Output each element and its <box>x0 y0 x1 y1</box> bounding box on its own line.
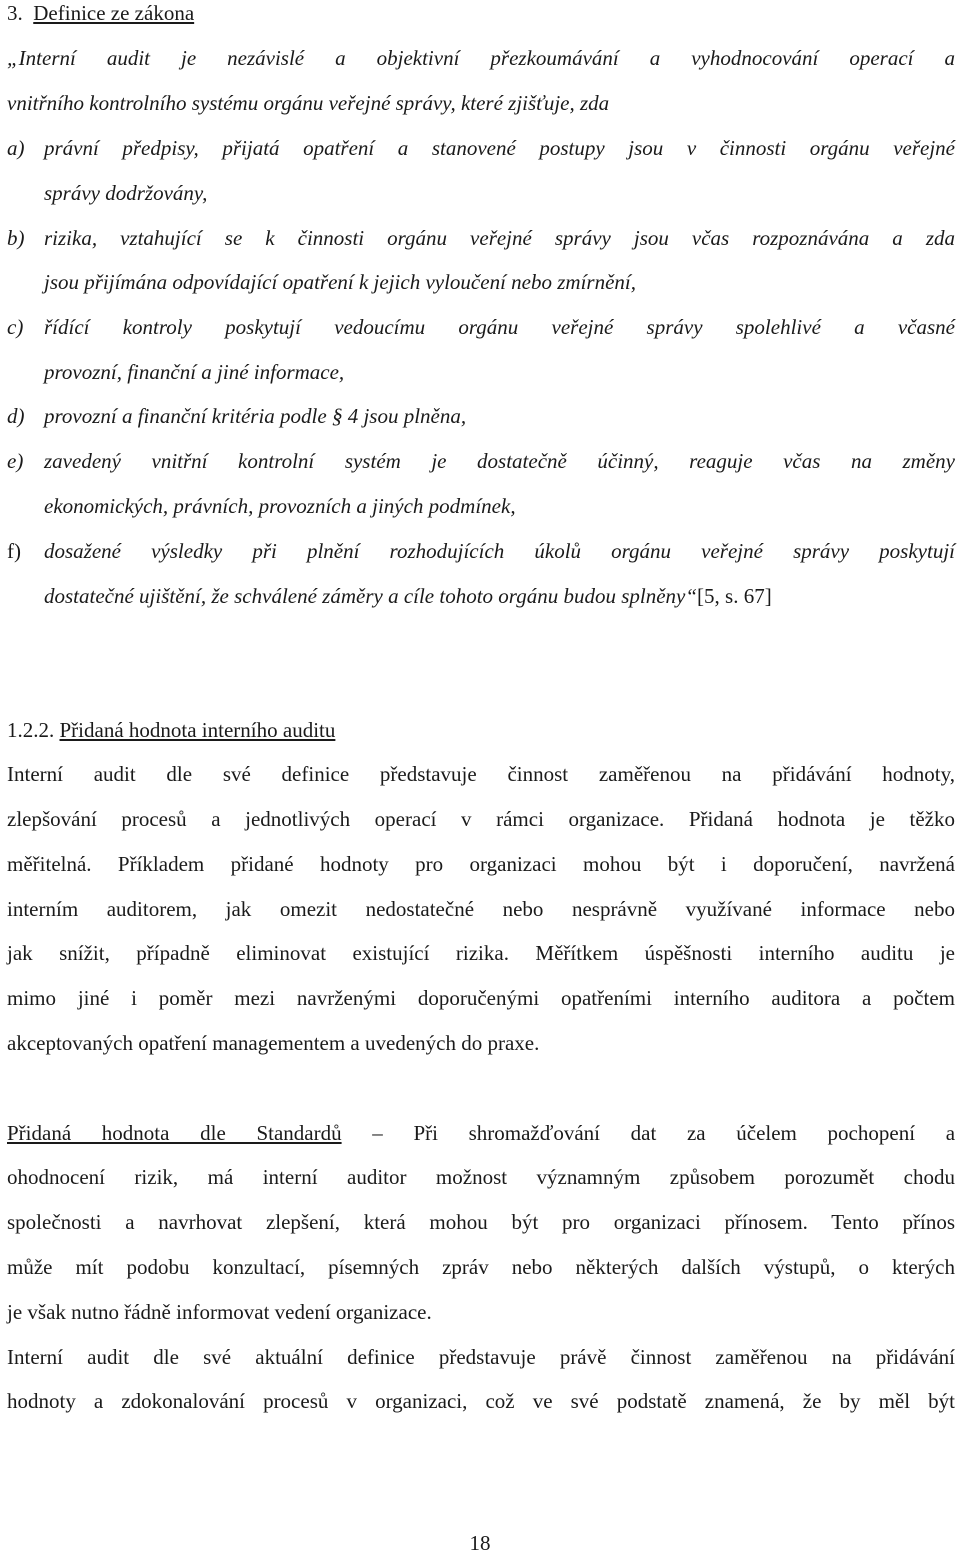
list-item-line: provozní a finanční kritéria podle § 4 jsou plněna, <box>44 404 467 428</box>
paragraph-line: jak snížit, případně eliminovat existující rizika. Měřítkem úspěšnosti interního auditu je <box>7 941 955 965</box>
list-item-label: e) <box>7 449 24 473</box>
paragraph-line: společnosti a navrhovat zlepšení, která mohou být pro organizaci přínosem. Tento přínos <box>7 1210 955 1234</box>
paragraph-text: Při shromažďování dat za účelem pochopení a <box>413 1121 956 1145</box>
inline-heading: Přidaná hodnota dle Standardů <box>7 1121 342 1145</box>
paragraph-line: hodnoty a zdokonalování procesů v organizaci, což ve své podstatě znamená, že by měl být <box>7 1389 955 1413</box>
list-item-label: b) <box>7 226 25 250</box>
paragraph-line-with-heading <box>7 1123 955 1144</box>
citation: [5, s. 67] <box>697 584 772 608</box>
list-item-label: f) <box>7 539 21 563</box>
list-item-line: právní předpisy, přijatá opatření a stanovené postupy jsou v činnosti orgánu veřejné <box>44 136 955 160</box>
list-item-line: správy dodržovány, <box>44 181 208 205</box>
list-item-line: rizika, vztahující se k činnosti orgánu veřejné správy jsou včas rozpoznávána a zda <box>44 226 955 250</box>
dash: – <box>372 1121 383 1145</box>
section-heading <box>7 3 194 24</box>
paragraph-line: mimo jiné i poměr mezi navrženými doporučenými opatřeními interního auditora a počtem <box>7 986 955 1010</box>
list-item-line: jsou přijímána odpovídající opatření k jejich vyloučení nebo zmírnění, <box>44 270 636 294</box>
list-item-line: dosažené výsledky při plnění rozhodujících úkolů orgánu veřejné správy poskytují <box>44 539 955 563</box>
list-item-line: provozní, finanční a jiné informace, <box>44 360 345 384</box>
paragraph-line: je však nutno řádně informovat vedení organizace. <box>7 1300 432 1324</box>
paragraph-line: Interní audit dle své definice představuje činnost zaměřenou na přidávání hodnoty, <box>7 762 955 786</box>
list-item-label: a) <box>7 136 25 160</box>
list-item-last-line <box>44 586 772 607</box>
list-item-line: zavedený vnitřní kontrolní systém je dostatečně účinný, reaguje včas na změny <box>44 449 955 473</box>
list-item-line: ekonomických, právních, provozních a jiných podmínek, <box>44 494 516 518</box>
list-item-label: d) <box>7 404 25 428</box>
list-item-line: řídící kontroly poskytují vedoucímu orgánu veřejné správy spolehlivé a včasné <box>44 315 955 339</box>
page-number: 18 <box>469 1531 491 1555</box>
quote-end: dostatečné ujištění, že schválené záměry a cíle tohoto orgánu budou splněny“ <box>44 584 698 608</box>
paragraph-line: může mít podobu konzultací, písemných zpráv nebo některých dalších výstupů, o kterých <box>7 1255 955 1279</box>
section-number: 3. <box>7 1 23 25</box>
paragraph-line: zlepšování procesů a jednotlivých operací v rámci organizace. Přidaná hodnota je těžko <box>7 807 955 831</box>
paragraph-line: měřitelná. Příkladem přidané hodnoty pro organizaci mohou být i doporučení, navržená <box>7 852 955 876</box>
subsection-title: Přidaná hodnota interního auditu <box>59 718 336 742</box>
subsection-number: 1.2.2. <box>7 718 55 742</box>
subsection-heading <box>7 720 335 741</box>
paragraph-line: akceptovaných opatření managementem a uvedených do praxe. <box>7 1031 540 1055</box>
paragraph-line: interním auditorem, jak omezit nedostatečné nebo nesprávně využívané informace nebo <box>7 897 955 921</box>
definition-intro-line: „Interní audit je nezávislé a objektivní přezkoumávání a vyhodnocování operací a <box>7 46 955 70</box>
list-item-label: c) <box>7 315 24 339</box>
section-title: Definice ze zákona <box>33 1 195 25</box>
paragraph-line: ohodnocení rizik, má interní auditor možnost významným způsobem porozumět chodu <box>7 1165 955 1189</box>
paragraph-line: Interní audit dle své aktuální definice představuje právě činnost zaměřenou na přidávání <box>7 1345 955 1369</box>
definition-intro-line: vnitřního kontrolního systému orgánu veřejné správy, které zjišťuje, zda <box>7 91 610 115</box>
